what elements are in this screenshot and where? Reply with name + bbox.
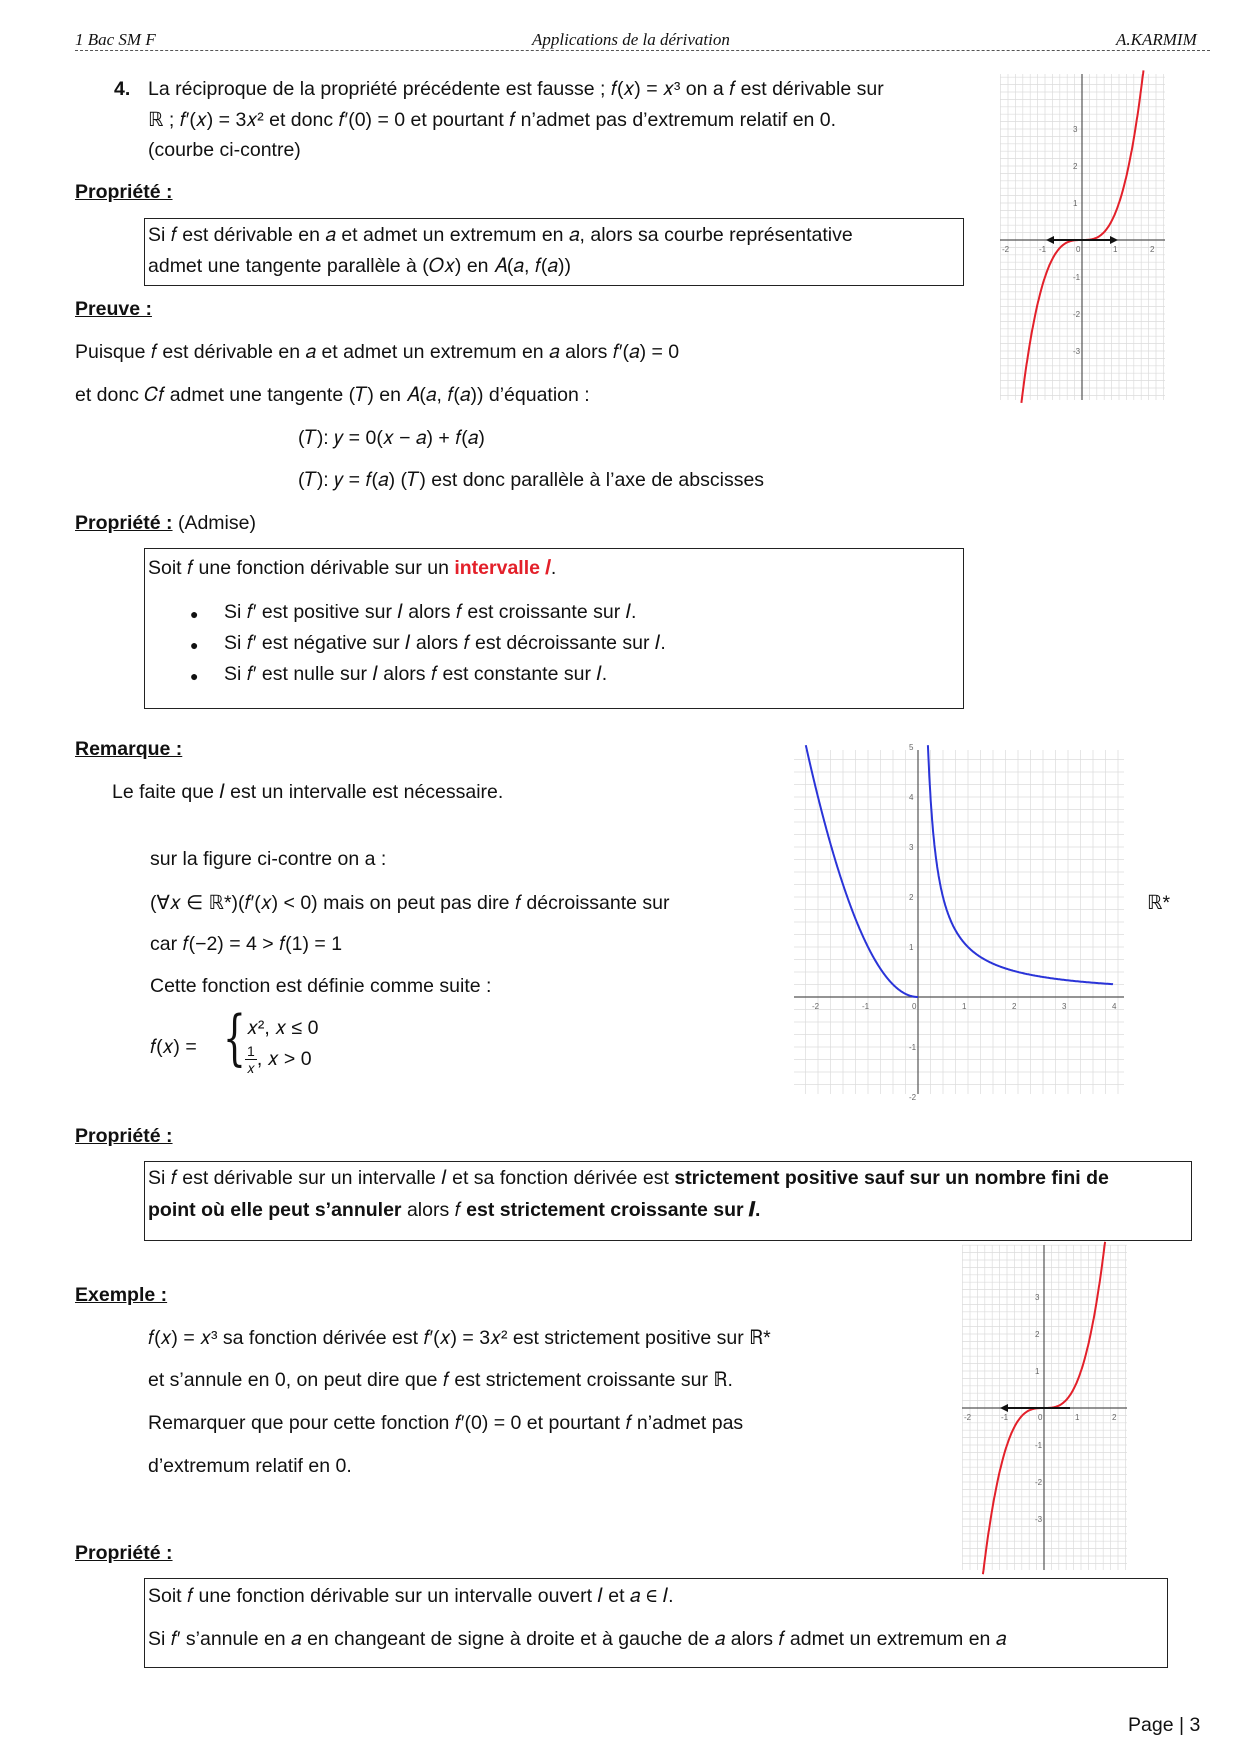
header-right: A.KARMIM	[1116, 30, 1197, 49]
prop4-title: Propriété :	[75, 1542, 173, 1564]
prop3-line1	[148, 1167, 1109, 1190]
exemple-title: Exemple :	[75, 1284, 168, 1306]
exemple-line3: Remarquer que pour cette fonction 𝑓′(0) = 0 et pourtant 𝑓 n’admet pas	[148, 1412, 744, 1434]
remarque-line3: (∀𝑥 ∈ ℝ*)(𝑓′(𝑥) < 0) mais on peut pas dire 𝑓 décroissante sur	[150, 892, 670, 914]
prop2-line1-post: .	[550, 557, 557, 579]
preuve-title: Preuve :	[75, 298, 152, 320]
x-tick-label: -1	[862, 1002, 870, 1011]
x-tick-label: 0	[1076, 245, 1081, 254]
graph3-arrow-left	[1000, 1404, 1008, 1412]
piecewise-case2	[245, 1043, 312, 1076]
x-tick-label: 1	[1075, 1413, 1080, 1422]
graph2-grid	[794, 743, 1124, 1102]
x-tick-label: 0	[912, 1002, 917, 1011]
prop3-line1-pre: Si 𝑓 est dérivable sur un intervalle 𝐼 et sa fonction dérivée est	[148, 1167, 675, 1189]
x-tick-label: 1	[1113, 245, 1118, 254]
y-tick-label: -2	[909, 1093, 917, 1102]
prop1-line2: admet une tangente parallèle à (𝑂𝑥) en 𝐴(𝑎, 𝑓(𝑎))	[148, 255, 571, 277]
graph1-arrow-right	[1110, 236, 1118, 244]
x-tick-label: 0	[1038, 1413, 1043, 1422]
graph-cubic-bottom	[962, 1245, 1127, 1570]
y-tick-label: 2	[1035, 1330, 1040, 1339]
header-dashed-rule	[75, 50, 1210, 51]
y-tick-label: -3	[1073, 347, 1081, 356]
remarque-title: Remarque :	[75, 738, 183, 760]
y-tick-label: 3	[1073, 125, 1078, 134]
footer-page-number: Page | 3	[1128, 1714, 1201, 1736]
piecewise-brace: {	[223, 1003, 246, 1073]
y-tick-label: 2	[1073, 162, 1078, 171]
x-tick-label: 2	[1112, 1413, 1117, 1422]
prop3-line2-bold2: est strictement croissante sur 𝑰.	[466, 1199, 761, 1221]
item4-number: 4.	[114, 78, 131, 100]
preuve-line1: Puisque 𝑓 est dérivable en 𝑎 et admet un extremum en 𝑎 alors 𝑓′(𝑎) = 0	[75, 341, 680, 363]
graph1-arrow-left	[1046, 236, 1054, 244]
prop2-bullet-1: Si 𝑓′ est positive sur 𝐼 alors 𝑓 est croissante sur 𝐼.	[224, 601, 637, 623]
x-tick-label: 3	[1062, 1002, 1067, 1011]
x-tick-label: -1	[1001, 1413, 1009, 1422]
y-tick-label: -2	[1073, 310, 1081, 319]
remarque-line1: Le faite que 𝐼 est un intervalle est nécessaire.	[112, 781, 504, 803]
prop3-line2-mid: alors 𝑓	[401, 1199, 467, 1221]
prop2-bullet-dot-2: ●	[190, 637, 199, 653]
y-tick-label: 5	[909, 743, 914, 752]
prop2-line1-red: intervalle 𝐼	[454, 557, 551, 579]
prop3-line2	[148, 1199, 760, 1222]
graph-cubic-top	[1000, 74, 1165, 400]
prop2-title: Propriété :	[75, 512, 173, 534]
y-tick-label: 2	[909, 893, 914, 902]
remarque-line2: sur la figure ci-contre on a :	[150, 848, 387, 870]
item4-line2: ℝ ; 𝑓′(𝑥) = 3𝑥² et donc 𝑓′(0) = 0 et pourtant 𝑓 n’admet pas d’extremum relatif en 0.	[148, 109, 837, 131]
x-tick-label: -2	[812, 1002, 820, 1011]
exemple-line2: et s’annule en 0, on peut dire que 𝑓 est strictement croissante sur ℝ.	[148, 1369, 733, 1391]
y-tick-label: 3	[1035, 1293, 1040, 1302]
y-tick-label: -1	[1035, 1441, 1043, 1450]
piecewise-case2-cond: , 𝑥 > 0	[256, 1048, 312, 1070]
prop2-heading	[75, 512, 256, 535]
prop3-line2-bold: point où elle peut s’annuler	[148, 1199, 402, 1221]
exemple-line4: d’extremum relatif en 0.	[148, 1455, 352, 1477]
y-tick-label: 1	[909, 943, 914, 952]
prop2-bullet-dot-3: ●	[190, 668, 199, 684]
graph-piecewise	[794, 743, 1124, 1102]
prop3-title: Propriété :	[75, 1125, 173, 1147]
remarque-line4: car 𝑓(−2) = 4 > 𝑓(1) = 1	[150, 933, 343, 955]
preuve-eq1: (𝑇): 𝑦 = 0(𝑥 − 𝑎) + 𝑓(𝑎)	[298, 427, 485, 449]
prop4-line1: Soit 𝑓 une fonction dérivable sur un intervalle ouvert 𝐼 et 𝑎 ∈ 𝐼.	[148, 1585, 674, 1607]
y-tick-label: -2	[1035, 1478, 1043, 1487]
header-left: 1 Bac SM F	[75, 30, 156, 49]
piecewise-lhs: 𝑓(𝑥) =	[150, 1036, 197, 1058]
preuve-eq2: (𝑇): 𝑦 = 𝑓(𝑎) (𝑇) est donc parallèle à l’axe de abscisses	[298, 469, 765, 491]
piecewise-case1: 𝑥², 𝑥 ≤ 0	[247, 1017, 319, 1039]
y-tick-label: -3	[1035, 1515, 1043, 1524]
x-tick-label: -1	[1039, 245, 1047, 254]
preuve-line2: et donc 𝐶𝑓 admet une tangente (𝑇) en 𝐴(𝑎, 𝑓(𝑎)) d’équation :	[75, 384, 590, 406]
y-tick-label: -1	[1073, 273, 1081, 282]
remarque-line5: Cette fonction est définie comme suite :	[150, 975, 492, 997]
header-center: Applications de la dérivation	[532, 30, 730, 49]
x-tick-label: 1	[962, 1002, 967, 1011]
prop2-line1	[148, 557, 556, 580]
remarque-line3-end: ℝ*	[1147, 892, 1171, 914]
x-tick-label: 2	[1150, 245, 1155, 254]
item4-line1: La réciproque de la propriété précédente est fausse ; 𝑓(𝑥) = 𝑥³ on a 𝑓 est dérivable sur	[148, 78, 884, 100]
piecewise-fraction-num: 1	[245, 1043, 257, 1060]
x-tick-label: -2	[1002, 245, 1010, 254]
y-tick-label: 1	[1073, 199, 1078, 208]
prop2-bullet-2: Si 𝑓′ est négative sur 𝐼 alors 𝑓 est décroissante sur 𝐼.	[224, 632, 666, 654]
prop4-line2: Si 𝑓′ s’annule en 𝑎 en changeant de signe à droite et à gauche de 𝑎 alors 𝑓 admet un extremum en 𝑎	[148, 1628, 1007, 1650]
x-tick-label: -2	[964, 1413, 972, 1422]
x-tick-label: 2	[1012, 1002, 1017, 1011]
y-tick-label: 1	[1035, 1367, 1040, 1376]
y-tick-label: 4	[909, 793, 914, 802]
prop1-title: Propriété :	[75, 181, 173, 203]
item4-line3: (courbe ci-contre)	[148, 139, 301, 161]
prop2-bullet-3: Si 𝑓′ est nulle sur 𝐼 alors 𝑓 est constante sur 𝐼.	[224, 663, 608, 685]
piecewise-fraction-den: 𝑥	[247, 1060, 255, 1076]
prop2-title-extra: (Admise)	[172, 512, 256, 534]
prop3-line1-bold: strictement positive sauf sur un nombre fini de	[674, 1167, 1109, 1189]
y-tick-label: 3	[909, 843, 914, 852]
exemple-line1: 𝑓(𝑥) = 𝑥³ sa fonction dérivée est 𝑓′(𝑥) = 3𝑥² est strictement positive sur ℝ*	[148, 1327, 771, 1349]
piecewise-fraction	[245, 1043, 257, 1076]
prop2-bullet-dot-1: ●	[190, 606, 199, 622]
prop1-line1: Si 𝑓 est dérivable en 𝑎 et admet un extremum en 𝑎, alors sa courbe représentative	[148, 224, 853, 246]
x-tick-label: 4	[1112, 1002, 1117, 1011]
y-tick-label: -1	[909, 1043, 917, 1052]
prop2-line1-pre: Soit 𝑓 une fonction dérivable sur un	[148, 557, 455, 579]
